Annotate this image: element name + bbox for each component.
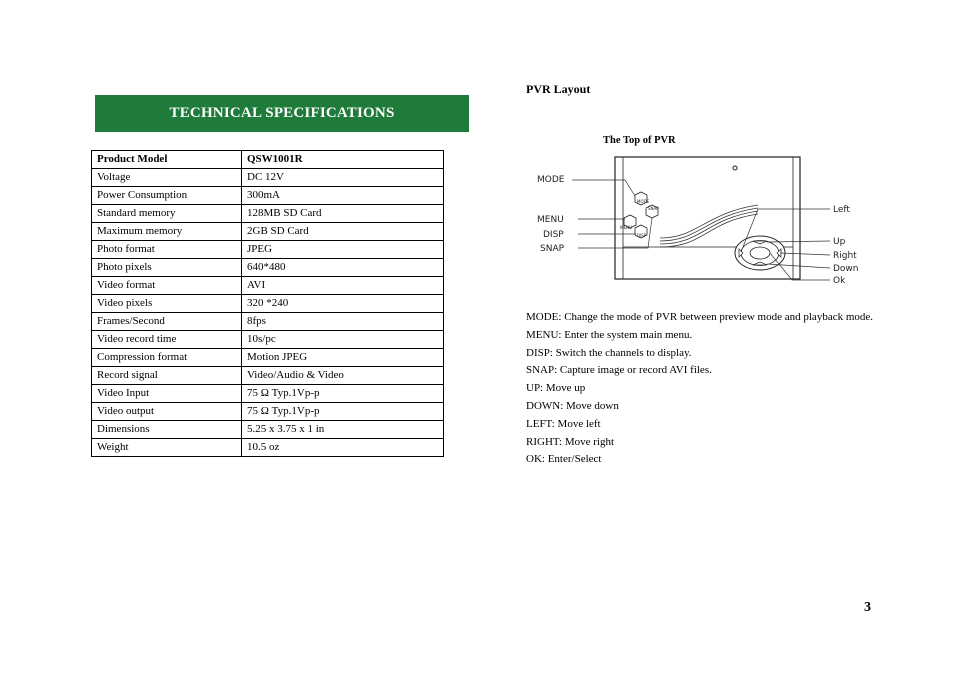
callout-snap: SNAP [540,244,565,254]
spec-name-cell: Frames/Second [92,313,242,331]
table-row [92,331,444,349]
spec-name-cell: Power Consumption [92,187,242,205]
spec-name-cell: Record signal [92,367,242,385]
callout-mode: MODE [537,175,565,185]
mode-button-label: MODE [637,199,650,204]
spec-name-cell: Video format [92,277,242,295]
spec-value-cell: 75 Ω Typ.1Vp-p [242,385,444,403]
table-row [92,313,444,331]
section-title: PVR Layout [526,82,591,96]
callout-disp: DISP [543,230,564,240]
spec-name-cell: Standard memory [92,205,242,223]
table-row [92,187,444,205]
button-descriptions [501,309,876,469]
description-line: DISP: Switch the channels to display. [526,346,692,359]
callout-down: Down [833,264,859,274]
spec-value-cell: Video/Audio & Video [242,367,444,385]
table-row [92,277,444,295]
table-row [92,205,444,223]
specs-title: TECHNICAL SPECIFICATIONS [169,105,395,121]
spec-name-cell: Photo format [92,241,242,259]
spec-name-cell: Video record time [92,331,242,349]
spec-name-cell: Video pixels [92,295,242,313]
spec-name-cell: Photo pixels [92,259,242,277]
description-line: MENU: Enter the system main menu. [526,328,693,341]
table-row [92,349,444,367]
spec-value-cell: 320 *240 [242,295,444,313]
disp-button-label: DISP [637,233,647,238]
table-header-row [92,151,444,169]
description-line: OK: Enter/Select [526,453,602,466]
spec-value-cell: 8fps [242,313,444,331]
page-number: 3 [864,600,871,615]
spec-value-cell: 10.5 oz [242,439,444,457]
spec-value-cell: 640*480 [242,259,444,277]
spec-value-cell: DC 12V [242,169,444,187]
spec-value-cell: 10s/pc [242,331,444,349]
spec-value-cell: 2GB SD Card [242,223,444,241]
spec-value-cell: Motion JPEG [242,349,444,367]
table-row [92,169,444,187]
table-row [92,439,444,457]
disp-button[interactable] [635,225,647,238]
description-line: RIGHT: Move right [526,435,615,448]
spec-value-cell: 128MB SD Card [242,205,444,223]
table-row [92,241,444,259]
table-row [92,223,444,241]
snap-button-label: SNAP [648,206,659,211]
spec-name-cell: Weight [92,439,242,457]
table-row [92,385,444,403]
description-line: MODE: Change the mode of PVR between preview mode and playback mode. [526,311,874,323]
spec-name-cell: Compression format [92,349,242,367]
spec-name-cell: Video Input [92,385,242,403]
table-row [92,295,444,313]
diagram-title: The Top of PVR [603,135,676,146]
spec-value-cell: 5.25 x 3.75 x 1 in [242,421,444,439]
callout-up: Up [833,237,846,247]
description-line: UP: Move up [526,382,586,395]
table-row [92,421,444,439]
pvr-top-diagram [530,152,870,287]
callout-left: Left [833,205,850,215]
description-line: DOWN: Move down [526,399,619,412]
spec-value-cell: 75 Ω Typ.1Vp-p [242,403,444,421]
spec-name-cell: Dimensions [92,421,242,439]
indicator-led-icon [733,166,737,170]
description-line: LEFT: Move left [526,417,601,430]
description-line: SNAP: Capture image or record AVI files. [526,364,712,377]
table-row [92,367,444,385]
spec-value-cell: 300mA [242,187,444,205]
ok-button[interactable] [750,247,770,259]
spec-name-cell: Video output [92,403,242,421]
spec-value-cell: AVI [242,277,444,295]
callout-menu: MENU [537,215,564,225]
specs-banner [95,95,469,132]
table-row [92,259,444,277]
callout-ok: Ok [833,276,846,286]
menu-button-label: MENU [620,225,632,230]
callout-right: Right [833,251,857,261]
spec-name-cell: Voltage [92,169,242,187]
specs-table [91,150,444,457]
table-header-cell: Product Model [92,151,242,169]
table-header-cell: QSW1001R [242,151,444,169]
table-row [92,403,444,421]
spec-name-cell: Maximum memory [92,223,242,241]
spec-value-cell: JPEG [242,241,444,259]
